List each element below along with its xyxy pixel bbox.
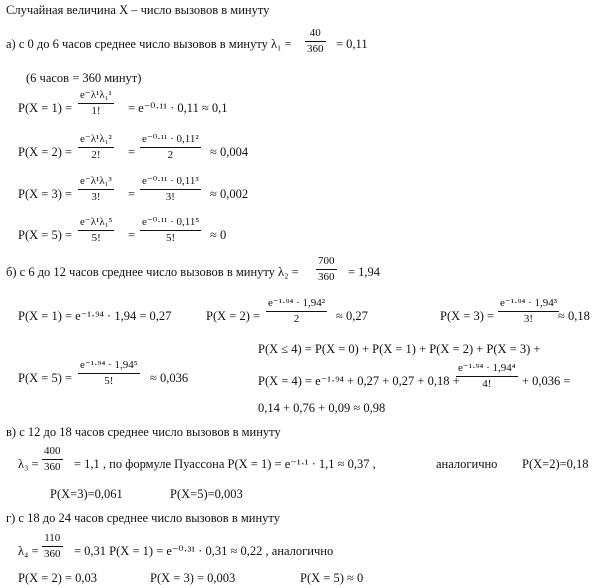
section-a-note: (6 часов = 360 минут) <box>26 71 142 85</box>
fraction-numerator: e⁻¹·⁹⁴ · 1,94⁵ <box>80 359 138 371</box>
fraction-denominator: 360 <box>44 461 61 473</box>
fraction-bar <box>456 376 518 377</box>
a-row3-tail: ≈ 0,002 <box>210 187 249 201</box>
fraction-bar <box>78 230 114 231</box>
section-c-heading: в) с 12 до 18 часов среднее число вызовов в минуту <box>6 425 281 439</box>
section-d-heading: г) с 18 до 24 часов среднее число вызовов в минуту <box>6 511 280 525</box>
fraction-numerator: e⁻⁰·¹¹ · 0,11³ <box>142 175 199 187</box>
fraction-numerator: e⁻¹·⁹⁴ · 1,94³ <box>500 297 558 309</box>
fraction-denominator: 2 <box>167 149 174 161</box>
fraction-bar <box>266 311 327 312</box>
b-p1: P(X = 1) = e⁻¹·⁹⁴ · 1,94 = 0,27 <box>18 309 172 323</box>
c-p2: P(X=2)=0,18 <box>522 457 589 471</box>
section-b-heading: б) с 6 до 12 часов среднее число вызовов в минуту λ₂ = <box>6 265 299 279</box>
fraction-denominator: 5! <box>166 232 176 244</box>
fraction-denominator: 3! <box>165 191 175 203</box>
fraction-numerator: e⁻λ¹λ₁¹ <box>80 89 112 101</box>
section-a-heading: а) с 0 до 6 часов среднее число вызовов в минуту λ₁ = <box>6 37 292 51</box>
fraction-numerator: e⁻λ¹λ₁² <box>80 133 112 145</box>
fraction-bar <box>42 546 63 547</box>
c-p5: P(X=5)=0,003 <box>170 487 243 501</box>
lambda3-value: = 1,1 , по формуле Пуассона P(X = 1) = e⁻¹·¹ · 1,1 ≈ 0,37 , <box>74 457 376 471</box>
fraction-numerator: e⁻⁰·¹¹ · 0,11² <box>142 133 199 145</box>
b-p5-frac <box>78 359 140 388</box>
fraction-numerator: 110 <box>44 532 61 544</box>
a-row3-lhs: P(X = 3) = <box>18 187 73 201</box>
lambda1-value: = 0,11 <box>336 37 368 51</box>
fraction-numerator: 400 <box>44 445 61 457</box>
b-p2-lhs: P(X = 2) = <box>206 309 261 323</box>
a-row3-frac2 <box>140 175 201 204</box>
fraction-numerator: 700 <box>318 255 335 267</box>
lambda2-fraction <box>316 255 337 284</box>
c-p3: P(X=3)=0,061 <box>50 487 123 501</box>
fraction-numerator: 40 <box>309 27 321 39</box>
a-row4-eq: = <box>128 228 136 242</box>
document-title: Случайная величина X – число вызовов в минуту <box>6 3 270 17</box>
fraction-denominator: 360 <box>318 271 335 283</box>
b-p2-frac <box>266 297 327 326</box>
lambda4-fraction <box>42 532 63 561</box>
a-row1-frac1 <box>78 89 114 118</box>
fraction-denominator: 2! <box>91 149 101 161</box>
lambda4-lhs: λ₄ = <box>18 544 39 558</box>
b-p3-lhs: P(X = 3) = <box>440 309 495 323</box>
a-row4-frac2 <box>140 216 201 245</box>
d-p5: P(X = 5) ≈ 0 <box>300 571 364 585</box>
b-p-le4: P(X ≤ 4) = P(X = 0) + P(X = 1) + P(X = 2) + P(X = 3) + <box>258 342 541 356</box>
lambda4-value: = 0,31 P(X = 1) = e⁻⁰·³¹ · 0,31 ≈ 0,22 , аналогично <box>74 544 334 558</box>
a-row2-tail: ≈ 0,004 <box>210 145 249 159</box>
fraction-denominator: 3! <box>91 191 101 203</box>
lambda3-fraction <box>42 445 63 474</box>
fraction-bar <box>78 103 114 104</box>
fraction-bar <box>498 311 559 312</box>
a-row2-eq: = <box>128 145 136 159</box>
fraction-numerator: e⁻¹·⁹⁴ · 1,94⁴ <box>458 362 516 374</box>
c-analog: аналогично <box>436 457 498 471</box>
fraction-bar <box>42 459 63 460</box>
d-p2: P(X = 2) = 0,03 <box>18 571 98 585</box>
fraction-denominator: 3! <box>523 313 534 325</box>
a-row1-rhs: = e⁻⁰·¹¹ · 0,11 ≈ 0,1 <box>128 101 228 115</box>
fraction-bar <box>140 147 201 148</box>
fraction-denominator: 4! <box>482 378 492 390</box>
b-p3-tail: ≈ 0,18 <box>558 309 590 323</box>
lambda3-lhs: λ₃ = <box>18 457 39 471</box>
b-p4-lhs: P(X = 4) = e⁻¹·⁹⁴ + 0,27 + 0,27 + 0,18 + <box>258 374 460 388</box>
a-row4-tail: ≈ 0 <box>210 228 227 242</box>
fraction-denominator: 1! <box>91 105 101 117</box>
fraction-denominator: 5! <box>104 375 114 387</box>
lambda2-value: = 1,94 <box>348 265 381 279</box>
a-row4-lhs: P(X = 5) = <box>18 228 73 242</box>
a-row4-frac1 <box>78 216 114 245</box>
fraction-bar <box>140 230 201 231</box>
b-p4-frac <box>456 362 518 391</box>
fraction-denominator: 360 <box>44 548 61 560</box>
a-row3-frac1 <box>78 175 114 204</box>
lambda1-fraction <box>305 27 326 56</box>
fraction-numerator: e⁻⁰·¹¹ · 0,11⁵ <box>142 216 200 228</box>
fraction-bar <box>78 189 114 190</box>
fraction-bar <box>78 147 114 148</box>
fraction-denominator: 2 <box>293 313 300 325</box>
fraction-numerator: e⁻λ¹λ₁⁵ <box>80 216 113 228</box>
a-row2-lhs: P(X = 2) = <box>18 145 73 159</box>
fraction-bar <box>78 373 140 374</box>
a-row2-frac2 <box>140 133 201 162</box>
a-row1-lhs: P(X = 1) = <box>18 101 73 115</box>
b-p4-tail: + 0,036 = <box>522 374 571 388</box>
b-p5-tail: ≈ 0,036 <box>150 371 189 385</box>
b-p4-sum: 0,14 + 0,76 + 0,09 ≈ 0,98 <box>258 401 386 415</box>
fraction-bar <box>305 41 326 42</box>
fraction-denominator: 5! <box>91 232 101 244</box>
a-row3-eq: = <box>128 187 136 201</box>
b-p3-frac <box>498 297 559 326</box>
a-row2-frac1 <box>78 133 114 162</box>
fraction-bar <box>140 189 201 190</box>
fraction-denominator: 360 <box>307 43 324 55</box>
b-p5-lhs: P(X = 5) = <box>18 371 73 385</box>
fraction-numerator: e⁻λ¹λ₁³ <box>80 175 112 187</box>
b-p2-tail: ≈ 0,27 <box>336 309 368 323</box>
d-p3: P(X = 3) = 0,003 <box>150 571 236 585</box>
fraction-numerator: e⁻¹·⁹⁴ · 1,94² <box>268 297 326 309</box>
fraction-bar <box>316 269 337 270</box>
